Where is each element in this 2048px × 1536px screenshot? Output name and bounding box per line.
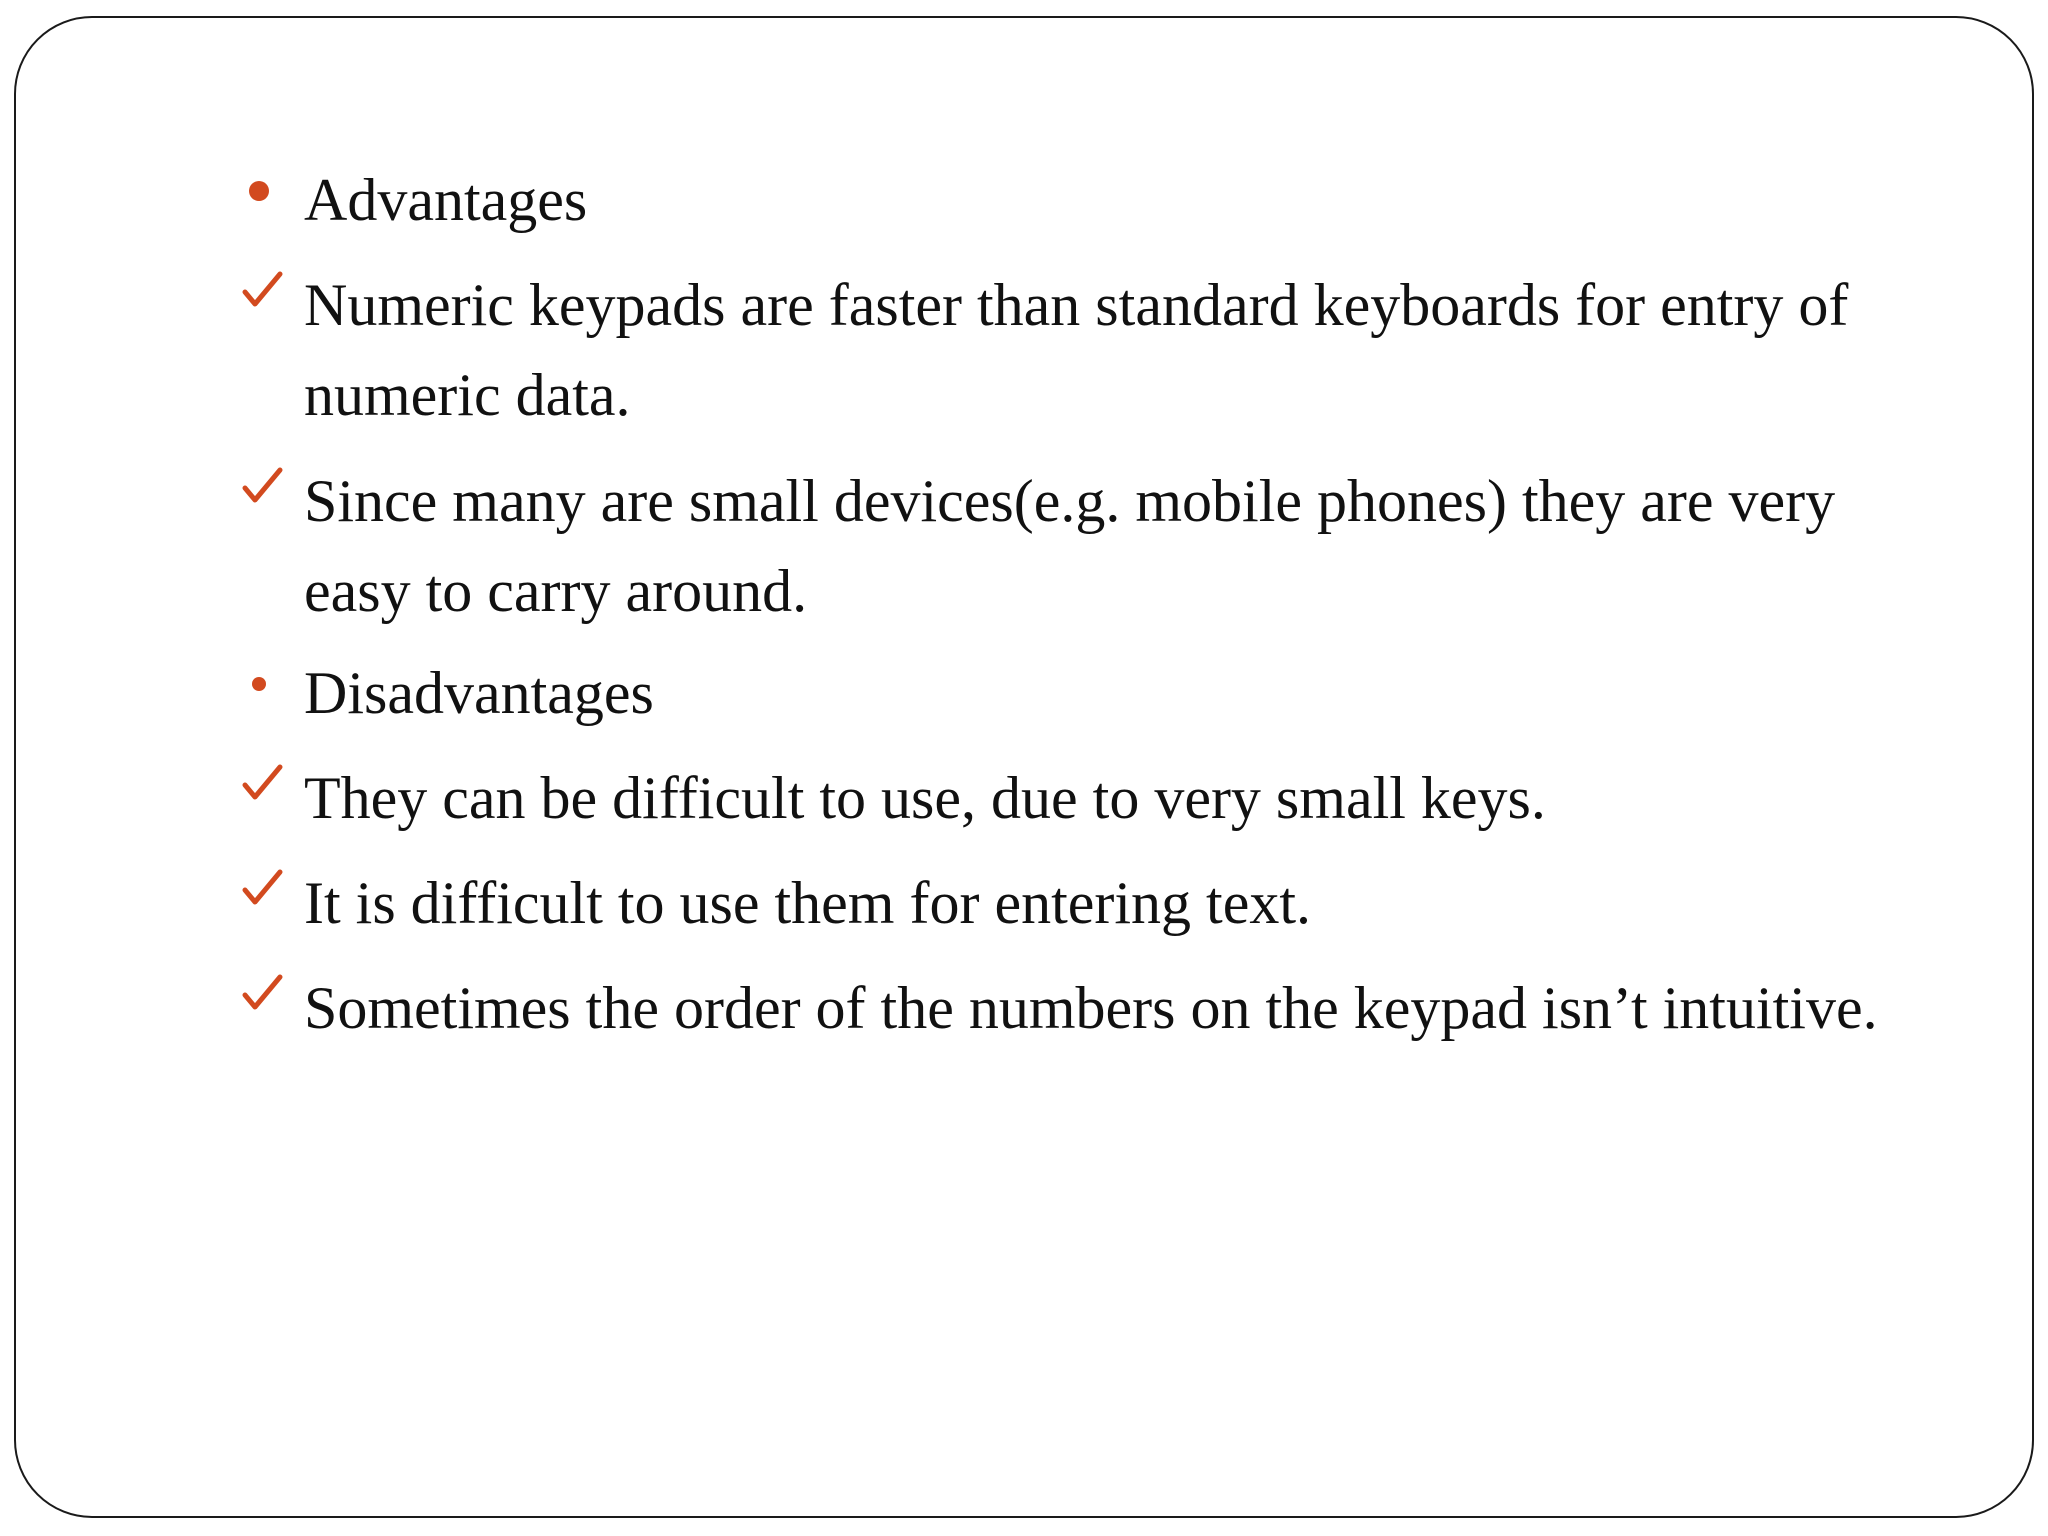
list-item-advantage-1 [304, 260, 1924, 440]
list-item-disadvantage-2 [304, 858, 1924, 948]
list-item-text: It is difficult to use them for entering text. [304, 870, 1311, 936]
checkmark-icon [242, 753, 286, 843]
list-item-disadvantage-1 [304, 753, 1924, 843]
list-item-disadvantages [304, 648, 1924, 738]
list-item-text: Disadvantages [304, 660, 654, 726]
bullet-dot-icon [242, 155, 286, 245]
list-item-text: Numeric keypads are faster than standard keyboards for entry of numeric data. [304, 272, 1849, 428]
list-item-text: They can be difficult to use, due to very small keys. [304, 765, 1546, 831]
checkmark-icon [242, 858, 286, 948]
list-item-text: Since many are small devices(e.g. mobile phones) they are very easy to carry around. [304, 468, 1836, 624]
bullet-dot-icon [242, 648, 286, 738]
list-item-text: Advantages [304, 167, 588, 233]
list-item-advantage-2 [304, 456, 1924, 636]
list-item-advantages [304, 155, 1924, 245]
list-item-disadvantage-3 [304, 963, 1924, 1053]
checkmark-icon [242, 456, 286, 546]
slide-frame [14, 16, 2034, 1518]
checkmark-icon [242, 963, 286, 1053]
list-item-text: Sometimes the order of the numbers on the keypad isn’t intuitive. [304, 975, 1878, 1041]
checkmark-icon [242, 260, 286, 350]
